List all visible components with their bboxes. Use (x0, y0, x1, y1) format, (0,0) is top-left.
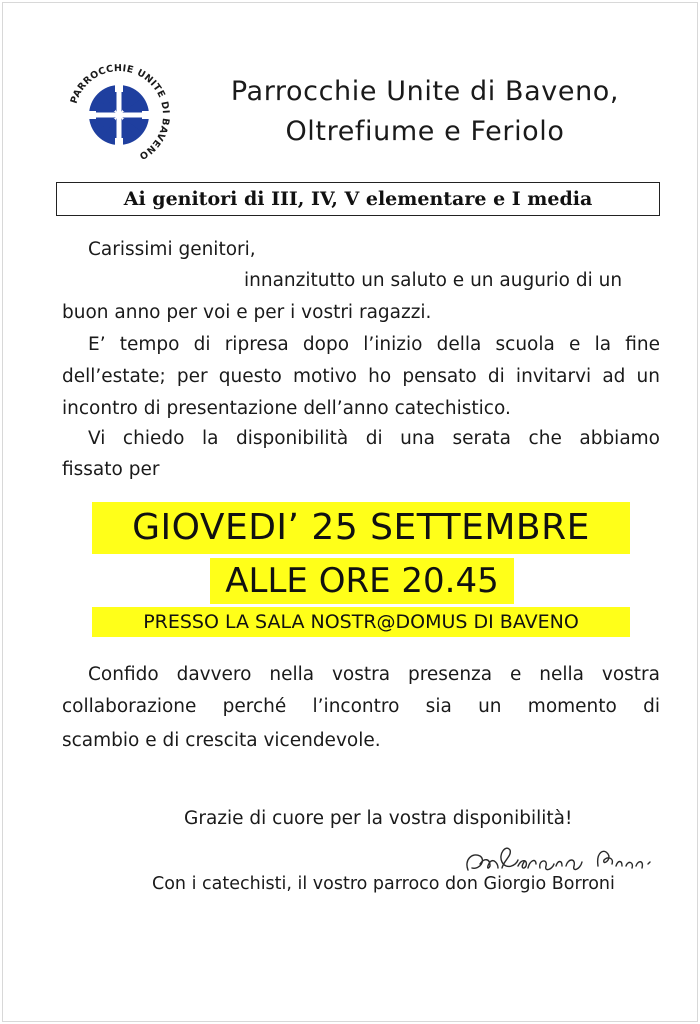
event-time: ALLE ORE 20.45 (210, 558, 514, 604)
paragraph-3-line-1: Vi chiedo la disponibilità di una serata che abbiamo (88, 428, 660, 449)
event-place: PRESSO LA SALA NOSTR@DOMUS DI BAVENO (92, 607, 630, 637)
logo-ring-text: PARROCCHIE UNITE DI BAVENO (68, 62, 172, 162)
title-line-1: Parrocchie Unite di Baveno, (230, 76, 620, 107)
closing-line-1: Confido davvero nella vostra presenza e nella vostra (88, 664, 660, 685)
paragraph-1-line-1: innanzitutto un saluto e un augurio di un (244, 270, 623, 291)
paragraph-3-line-2: fissato per (62, 459, 160, 480)
paragraph-2-line-2: dell’estate; per questo motivo ho pensato di invitarvi ad un (62, 366, 660, 387)
sign-off: Con i catechisti, il vostro parroco don Giorgio Borroni (152, 874, 615, 894)
greeting: Carissimi genitori, (88, 239, 256, 260)
audience-banner: Ai genitori di III, IV, V elementare e I media (56, 182, 660, 216)
paragraph-2-line-3: incontro di presentazione dell’anno catechistico. (62, 398, 511, 419)
event-date: GIOVEDI’ 25 SETTEMBRE (92, 502, 630, 554)
closing-line-2: collaborazione perché l’incontro sia un momento di (62, 696, 660, 717)
closing-line-3: scambio e di crescita vicendevole. (62, 730, 381, 751)
thanks-line: Grazie di cuore per la vostra disponibilità! (184, 808, 573, 829)
title-line-2: Oltrefiume e Feriolo (285, 116, 565, 147)
paragraph-2-line-1: E’ tempo di ripresa dopo l’inizio della scuola e la fine (88, 334, 660, 355)
paragraph-1-line-2: buon anno per voi e per i vostri ragazzi. (62, 302, 432, 323)
